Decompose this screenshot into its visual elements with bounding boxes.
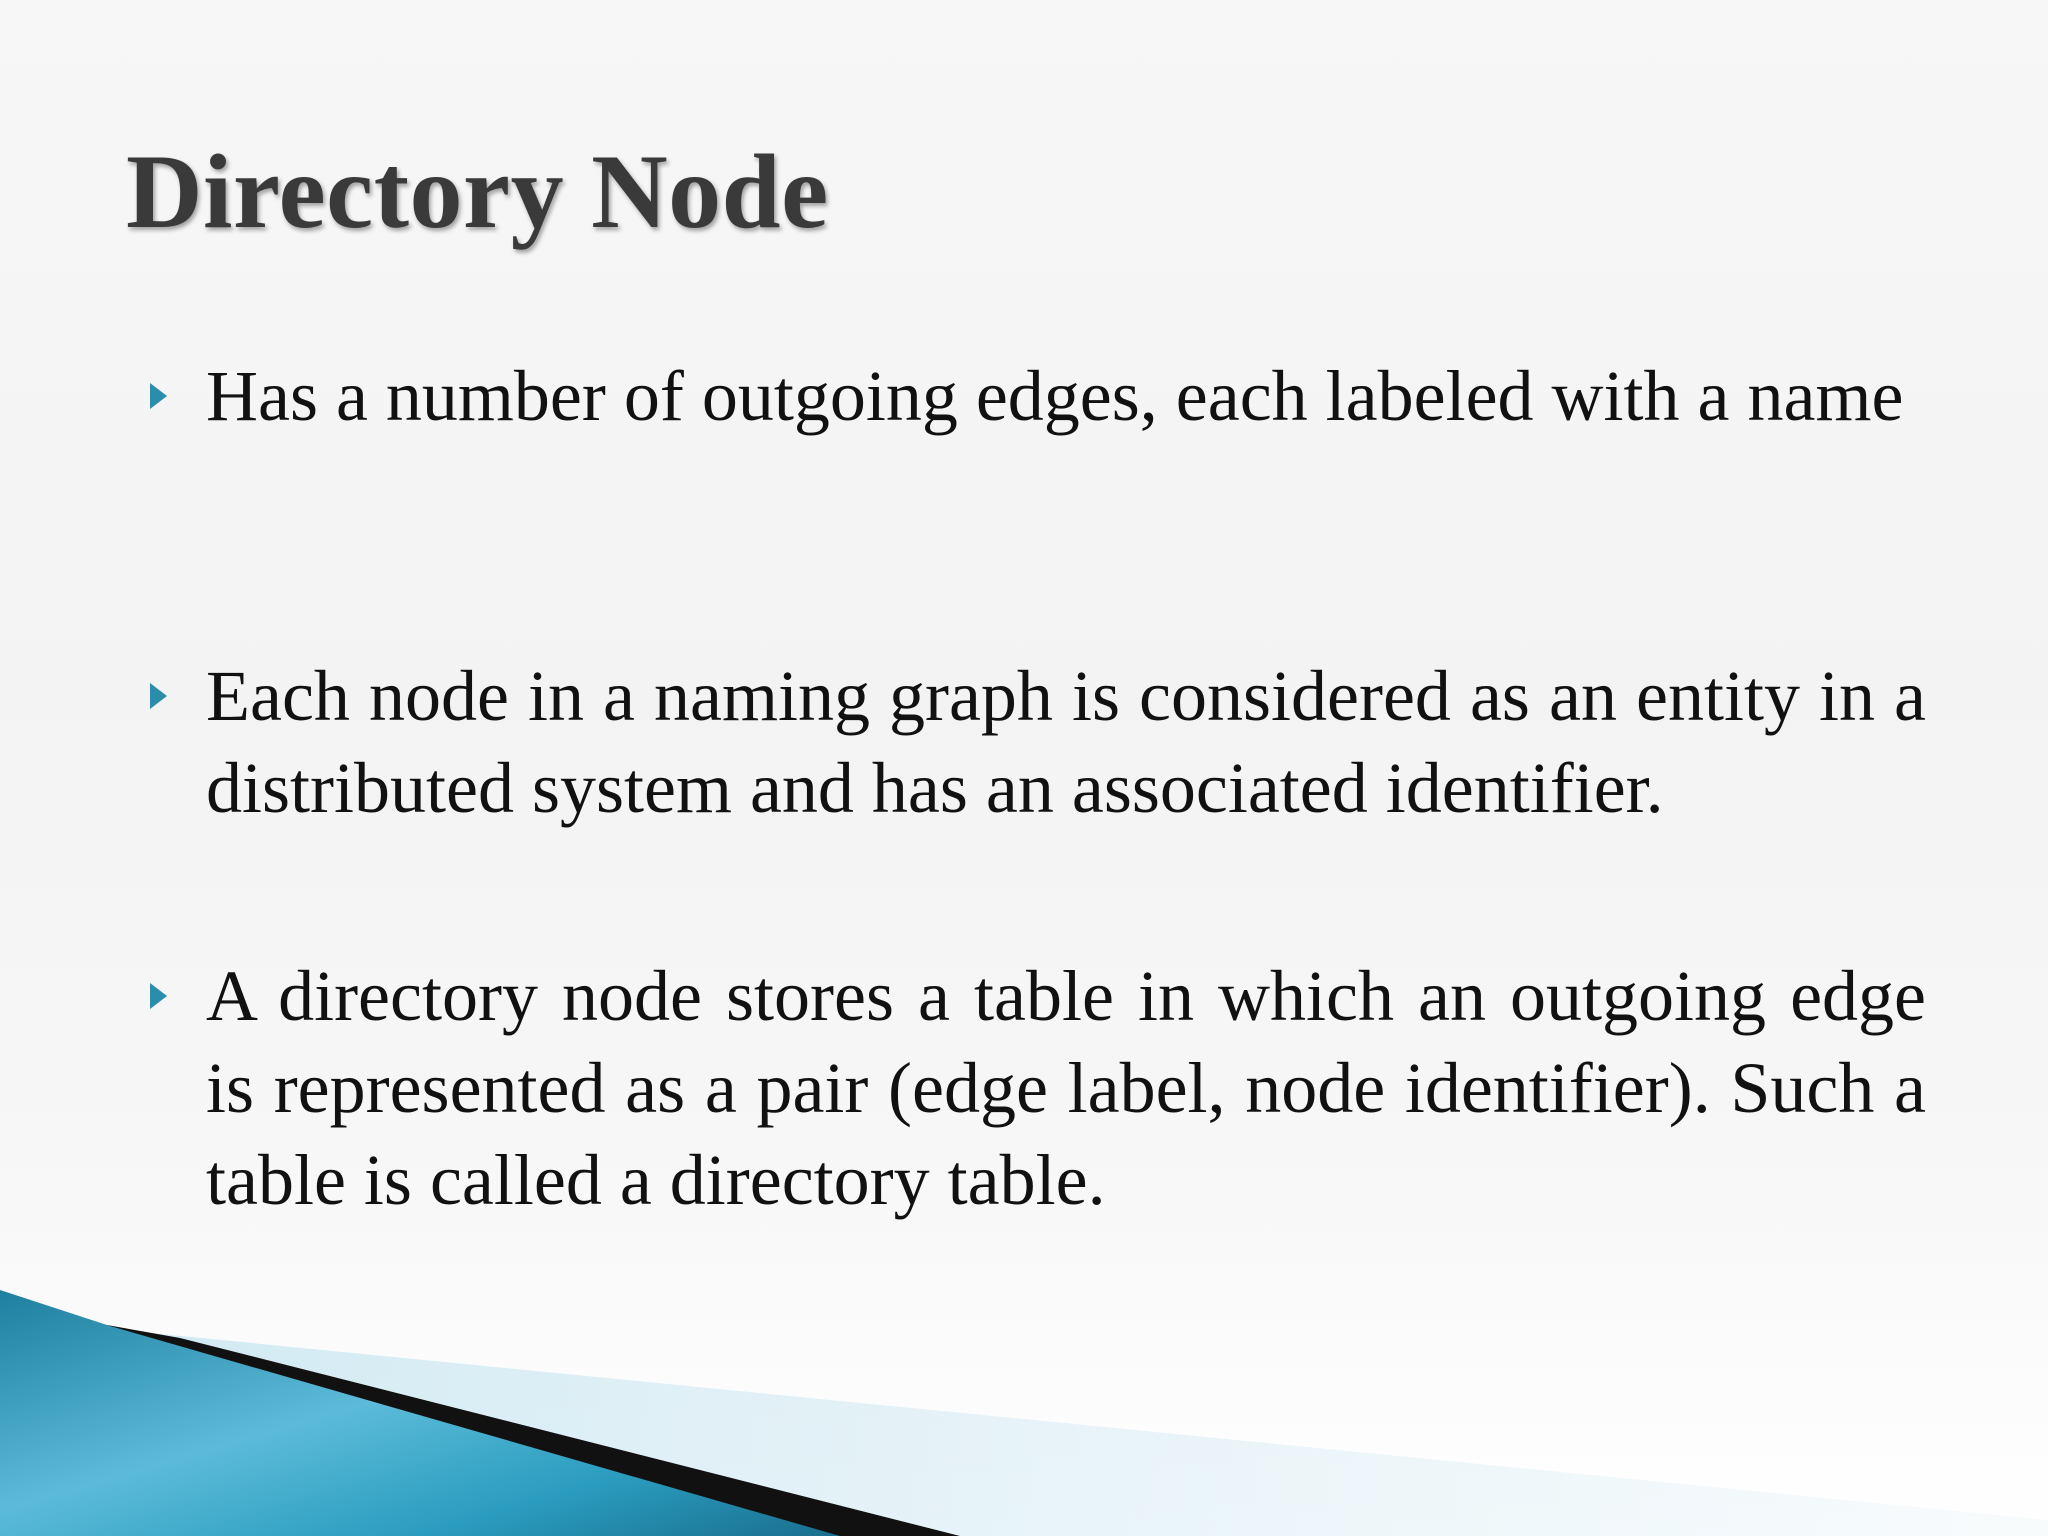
corner-decoration xyxy=(0,1290,2048,1536)
triangle-bullet-icon xyxy=(150,383,167,409)
bullet-text: Has a number of outgoing edges, each labeled with a name xyxy=(206,356,1904,436)
slide-title: Directory Node xyxy=(126,133,829,250)
triangle-bullet-icon xyxy=(150,983,167,1009)
triangle-bullet-icon xyxy=(150,683,167,709)
bullet-text: A directory node stores a table in which an outgoing edge is represented as a pair (edge label, node identifier). Such a table is called a directory table. xyxy=(206,956,1926,1220)
bullet-text: Each node in a naming graph is considered as an entity in a distributed system and has an associated identifier. xyxy=(206,656,1926,828)
